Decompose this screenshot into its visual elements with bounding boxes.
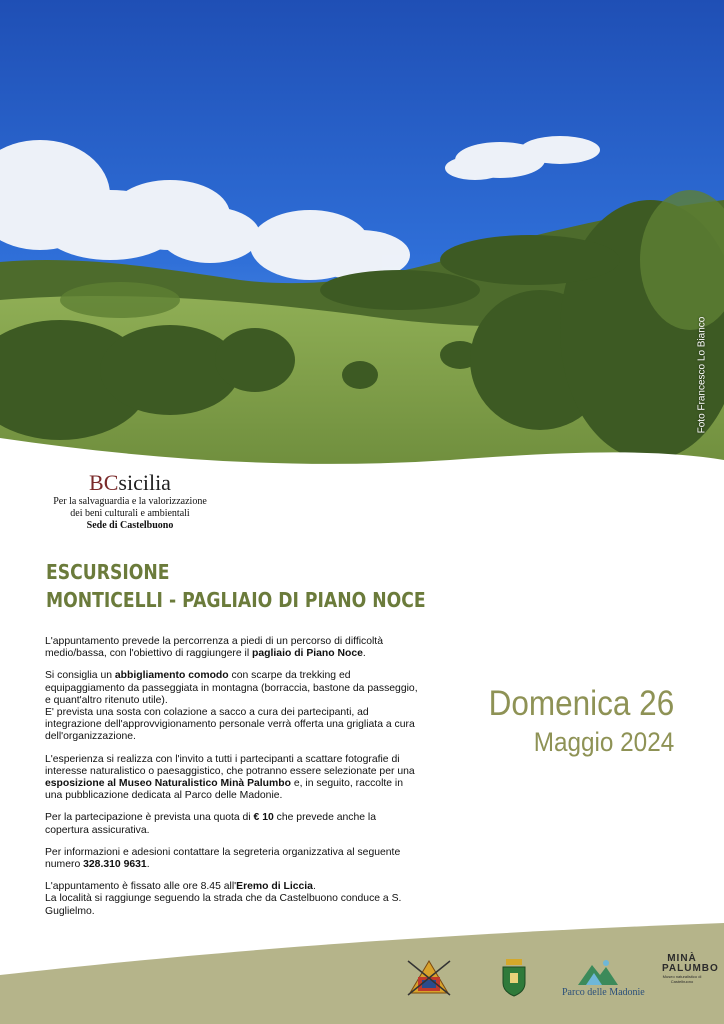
paragraph-photography: L'esperienza si realizza con l'invito a tutti i partecipanti a scattare fotografie di interesse naturalistico o paesaggistico, che potranno essere selezionate per una esposizione al Museo Naturalistico Minà Palumbo e, in seguito, raccolte in una pubblicazione dedicata al Parco delle Madonie. (45, 753, 415, 802)
partner-crest-icon (404, 955, 454, 999)
event-date-day: Domenica 26 (488, 684, 674, 723)
paragraph-fee: Per la partecipazione è prevista una quota di € 10 che prevede anche la copertura assicurativa. (45, 812, 377, 836)
event-title (46, 558, 426, 614)
org-seat: Sede di Castelbuono (86, 520, 174, 531)
paragraph-contact: Per informazioni e adesioni contattare la segreteria organizzativa al seguente numero 328.310 9631. (45, 846, 401, 871)
paragraph-meeting: L'appuntamento è fissato alle ore 8.45 all'Eremo di Liccia. La località si raggiunge seguendo la strada che da Castelbuono conduce a S. Guglielmo. (45, 881, 402, 917)
org-logo-wordmark: BCsicilia (89, 470, 171, 495)
bcsicilia-logo (40, 470, 220, 532)
castelbuono-coat-of-arms-icon (500, 957, 528, 997)
event-date-month-year: Maggio 2024 (533, 727, 674, 757)
event-description (45, 636, 420, 928)
paragraph-clothing: Si consiglia un abbigliamento comodo con scarpe da trekking ed equipaggiamento da passeggiata in montagna (borraccia, bastone da passeggio, e quant'altro ritenuto utile). E' prevista una sosta con colazione a sacco a cura dei partecipanti, ad integrazione dell'approvvigionamento personale verrà offerta una grigliata a cura dell'organizzazione. (45, 670, 418, 743)
event-date (468, 683, 674, 759)
hero-photo (0, 0, 724, 470)
landscape-illustration (0, 0, 724, 470)
parco-madonie-logo-icon (576, 957, 620, 987)
org-tagline-1: Per la salvaguardia e la valorizzazione (53, 496, 207, 507)
mina-palumbo-museum-logo: MINÀ PALUMBO Museo naturalistico di Castelbuono (662, 953, 719, 984)
org-tagline-2: dei beni culturali e ambientali (70, 508, 190, 519)
parco-madonie-label: Parco delle Madonie (562, 987, 645, 998)
event-title-line1: ESCURSIONE (46, 560, 170, 584)
photo-credit: Foto Francesco Lo Bianco (696, 316, 708, 434)
paragraph-route: L'appuntamento prevede la percorrenza a piedi di un percorso di difficoltà medio/bassa, con l'obiettivo di raggiungere il pagliaio di Piano Noce. (45, 636, 383, 660)
event-title-line2: MONTICELLI - PAGLIAIO DI PIANO NOCE (46, 588, 426, 612)
